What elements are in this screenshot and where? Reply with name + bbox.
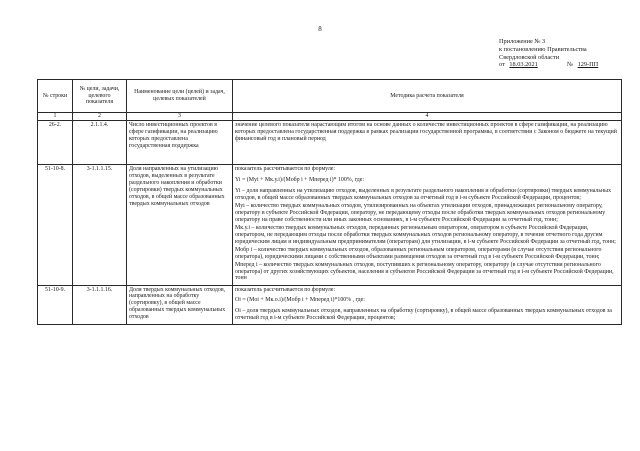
column-number-row: [38, 113, 622, 121]
method-text: значение целевого показателя нарастающим итогом на основе данных о количестве инвестиционных проектов в сфере газификации, на реализацию которых предоставлена государственная поддержка в рамках реализации государственной программы, в соответствии с Законом о бюджете на текущий финансовый год и плановый период: [235, 122, 617, 142]
header-goal-number: № цели, задачи, целевого показателя: [73, 80, 127, 113]
method-text: Mперед i – количество твердых коммунальных отходов, поступивших к региональному оператору, оператору (в случае отсутствия регионального оператора) от других хозяйствующих субъектов, населения и субъектов Российской Федерации за отчетный год в i-м субъекте Российской Федерации, тонн: [235, 261, 614, 282]
method-text: Mуi – количество твердых коммунальных отходов, утилизированных на объектах утилизации отходов, принадлежащих региональному оператору, оператору в субъекте Российской Федерации, оператору, не передающему отходы после обработки твердых коммунальных отходов региональному оператору на праве собственности или иных законных основаниях, в i-м субъекте Российской Федерации за отчетный год, тонн;: [235, 202, 606, 223]
row-goal-code: 2.1.1.4.: [73, 121, 127, 165]
method-formula: Oi = (Mоi + Mк.о.i)/(Mобр i + Mперед i)*100% , где:: [235, 297, 365, 304]
page-number: 8: [318, 25, 322, 33]
table-row: [38, 285, 622, 325]
method-text: Oi – доля твердых коммунальных отходов, направленных на обработку (сортировку), в общей массе образованных твердых коммунальных отходов за отчетный год в i-м субъекте Российской Федерации, процентов;: [235, 308, 612, 322]
row-goal-name: Доля направленных на утилизацию отходов, выделенных в результате раздельного накопления и обработки (сортировки) твердых коммунальных отходов, в общей массе образованных твердых коммунальных отходов: [127, 165, 233, 286]
column-number: 2: [73, 113, 127, 121]
annex-line-2: к постановлению Правительства: [499, 45, 587, 53]
row-line-number: 51-10-9.: [38, 285, 73, 325]
method-formula: Yi = (Mуi + Mк.у.i)/(Mобр i + Mперед i)* 100%, где:: [235, 176, 365, 183]
header-method: Методика расчета показателя: [233, 80, 622, 113]
column-number: 1: [38, 113, 73, 121]
method-text: Mк.у.i – количество твердых коммунальных отходов, переданных региональным оператором, оператором в субъекте Российской Федерации, оператором, не передающим отходы после обработки твердых коммунальных отходов региональному оператору, в течение отчетного года другим юридическим лицам и индивидуальным предпринимателям (операторам) для утилизации, в i-м субъекте Российской Федерации за отчетный год, тонн;: [235, 224, 616, 245]
method-text: Yi – доля направленных на утилизацию отходов, выделенных в результате раздельного накопления и обработки (сортировки) твердых коммунальных отходов, в общей массе образованных твердых коммунальных отходов за отчетный год в i-м субъекте Российской Федерации, процентов;: [235, 187, 612, 201]
table-row: [38, 121, 622, 165]
header-line-number: № строки: [38, 80, 73, 113]
row-goal-name: Доля твердых коммунальных отходов, направленных на обработку (сортировку), в общей массе образованных твердых коммунальных отходов: [127, 285, 233, 325]
table-row: [38, 165, 622, 286]
annex-date-line: [499, 61, 614, 69]
row-goal-code: 3-1.1.1.15.: [73, 165, 127, 286]
annex-number-label: №: [566, 61, 573, 69]
annex-title: Приложение № 3: [499, 38, 546, 45]
method-text: показатель рассчитывается по формуле:: [235, 286, 336, 293]
annex-number: 129-ПП: [577, 61, 599, 69]
row-method: [233, 285, 622, 325]
row-goal-name: Число инвестиционных проектов в сфере газификации, на реализацию которых предоставлена государственная поддержка: [127, 121, 233, 165]
header-goal-name: Наименование цели (целей) и задач, целевых показателей: [127, 80, 233, 113]
row-line-number: 51-10-8.: [38, 165, 73, 286]
column-number: 4: [233, 113, 622, 121]
annex-date: 18.03.2021: [509, 61, 538, 69]
annex-from-label: от: [499, 61, 505, 69]
column-number: 3: [127, 113, 233, 121]
row-goal-code: 3-1.1.1.16.: [73, 285, 127, 325]
header-row: [38, 80, 622, 113]
row-method: [233, 121, 622, 165]
annex-line-3: Свердловской области: [499, 53, 560, 61]
annex-block: [499, 38, 614, 69]
row-line-number: 26-2.: [38, 121, 73, 165]
method-text: показатель рассчитывается по формуле:: [235, 166, 336, 172]
indicators-table: [37, 79, 622, 325]
row-method: [233, 165, 622, 286]
method-text: Mобр i – количество твердых коммунальных отходов, образованных региональным оператором, операторами (в случае отсутствия регионального оператора), юридическими лицами с собственными объектами размещения отходов за отчетный год в i-м субъекте Российской Федерации, тонн;: [235, 246, 602, 260]
